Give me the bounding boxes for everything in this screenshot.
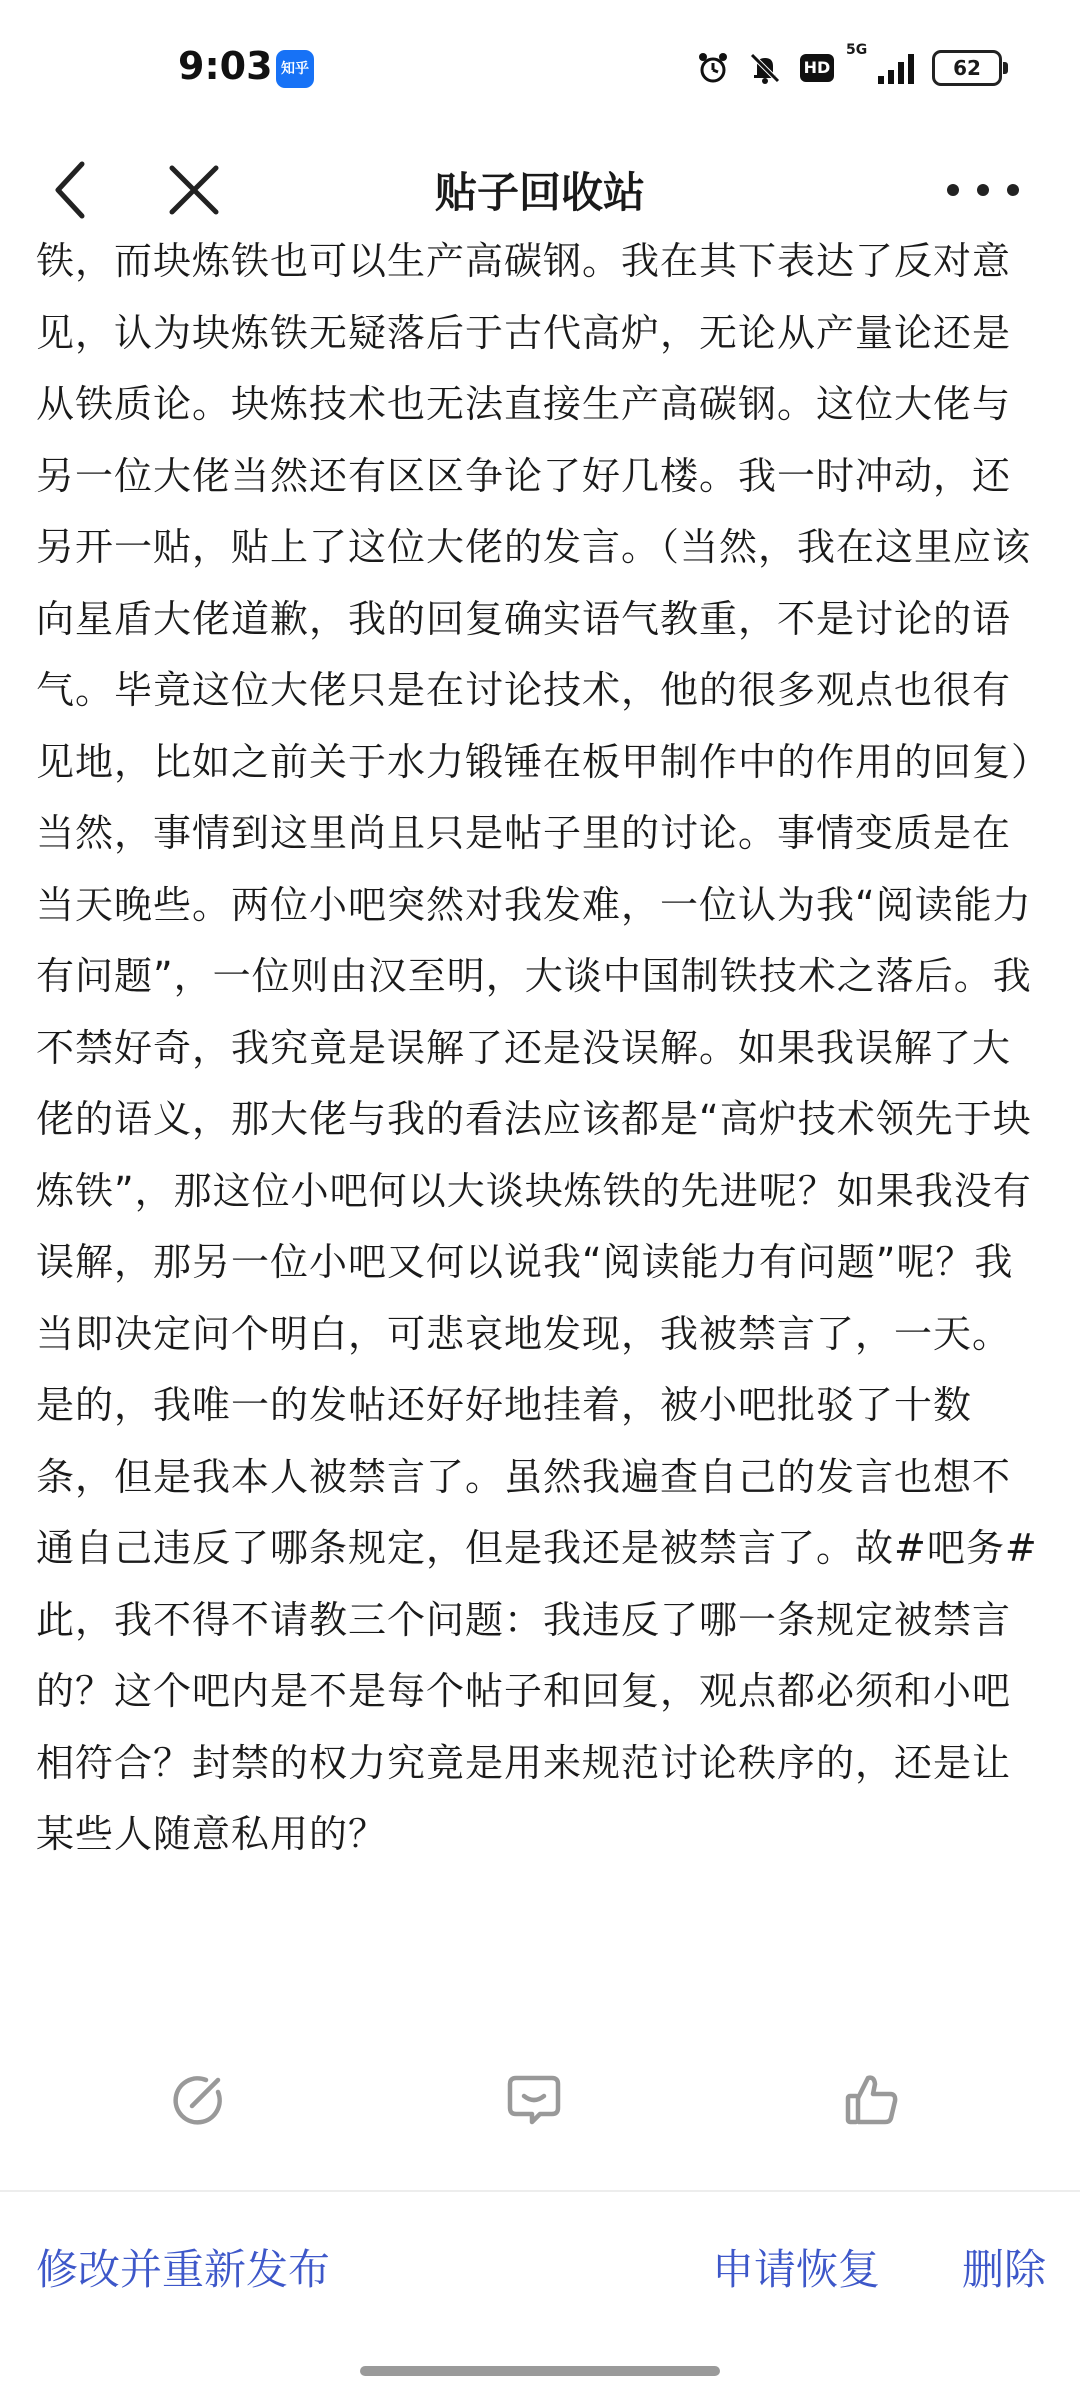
delete-button[interactable]: 删除 [962, 2245, 1047, 2294]
republish-button[interactable]: 修改并重新发布 [36, 2245, 331, 2294]
status-icons [696, 42, 1002, 90]
zhihu-notification-icon: 知乎 [276, 50, 314, 88]
post-content [36, 226, 1046, 2056]
edit-icon[interactable] [168, 2070, 228, 2130]
alarm-icon [696, 51, 730, 85]
post-actions [0, 2070, 1080, 2150]
more-options-icon[interactable] [938, 160, 1028, 220]
thumbs-up-icon[interactable] [842, 2070, 902, 2130]
mute-bell-icon [748, 51, 782, 85]
status-bar [0, 0, 1080, 140]
signal-icon [846, 42, 914, 84]
post-body-text: 铁，而块炼铁也可以生产高碳钢。我在其下表达了反对意见，认为块炼铁无疑落后于古代高炉，无论从产量论还是从铁质论。块炼技术也无法直接生产高碳钢。这位大佬与另一位大佬当然还有区区争论了好几楼。我一时冲动，还另开一贴，贴上了这位大佬的发言。（当然，我在这里应该向星盾大佬道歉，我的回复确实语气教重，不是讨论的语气。毕竟这位大佬只是在讨论技术，他的很多观点也很有见地，比如之前关于水力锻锤在板甲制作中的作用的回复）当然，事情到这里尚且只是帖子里的讨论。事情变质是在当天晚些。两位小吧突然对我发难，一位认为我“阅读能力有问题”，一位则由汉至明，大谈中国制铁技术之落后。我不禁好奇，我究竟是误解了还是没误解。如果我误解了大佬的语义，那大佬与我的看法应该都是“高炉技术领先于块炼铁”，那这位小吧何以大谈块炼铁的先进呢？如果我没有误解，那另一位小吧又何以说我“阅读能力有问题”呢？我当即决定问个明白，可悲哀地发现，我被禁言了，一天。是的，我唯一的发帖还好好地挂着，被小吧批驳了十数条，但是我本人被禁言了。虽然我遍查自己的发言也想不通自己违反了哪条规定，但是我还是被禁言了。故#吧务#此，我不得不请教三个问题：我违反了哪一条规定被禁言的？这个吧内是不是每个帖子和回复，观点都必须和小吧相符合？封禁的权力究竟是用来规范讨论秩序的，还是让某些人随意私用的？ [36, 239, 1038, 1856]
home-indicator[interactable] [360, 2366, 720, 2376]
network-type: 5G [846, 42, 868, 58]
status-time: 9:03 [178, 44, 273, 88]
divider [0, 2190, 1080, 2192]
bottom-action-bar [0, 2230, 1080, 2320]
page-title: 贴子回收站 [434, 168, 645, 217]
hd-badge: HD [800, 54, 834, 82]
battery-icon: 62 [932, 50, 1002, 86]
restore-request-button[interactable]: 申请恢复 [712, 2245, 881, 2294]
comment-icon[interactable] [504, 2070, 564, 2130]
